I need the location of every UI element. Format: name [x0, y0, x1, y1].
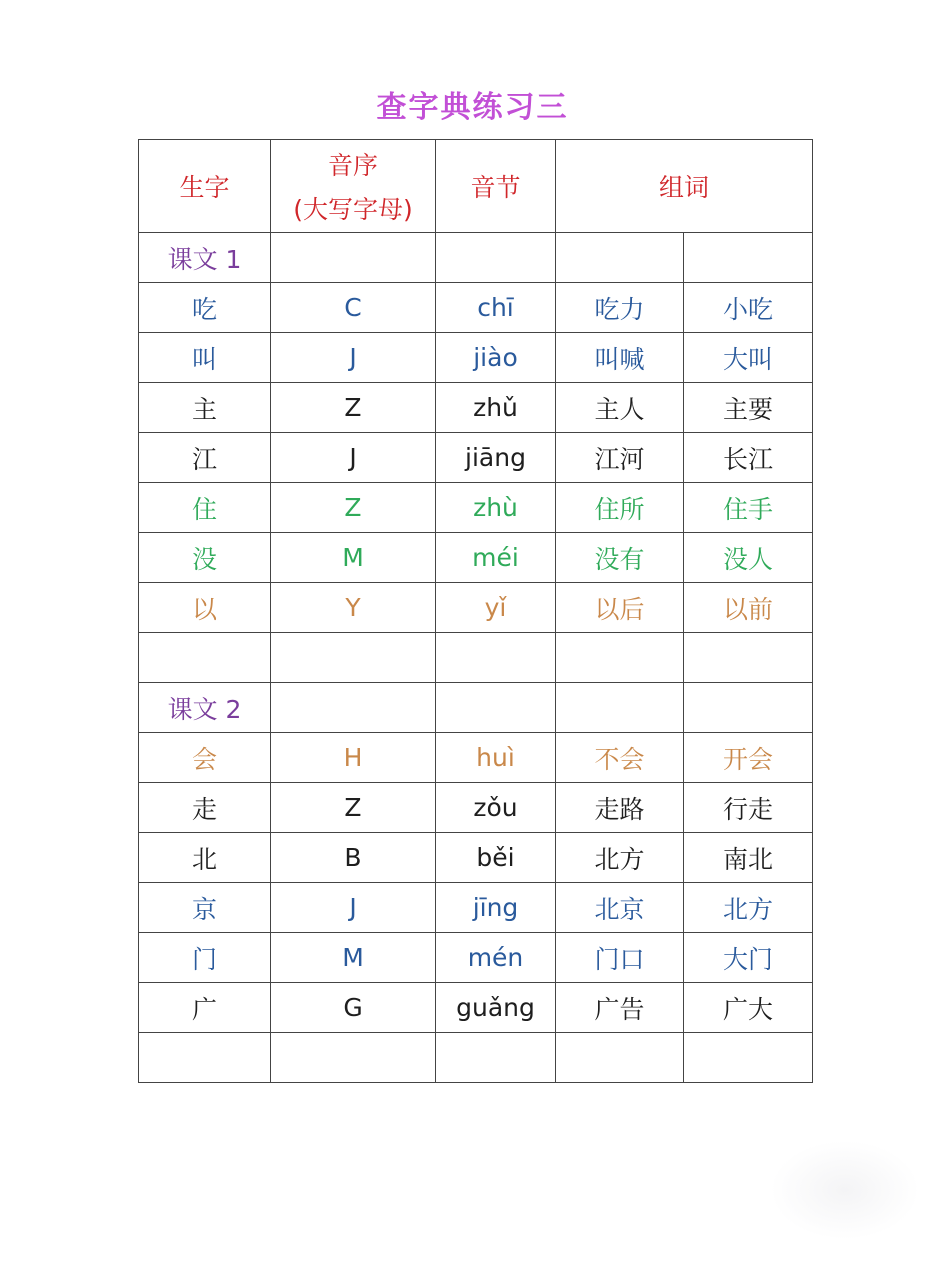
- cell-word1: 没有: [556, 533, 684, 583]
- dictionary-practice-table: [138, 139, 813, 1083]
- cell-char: 京: [139, 883, 271, 933]
- cell-word2: 小吃: [684, 283, 813, 333]
- cell-word2: 主要: [684, 383, 813, 433]
- cell-word2: 没人: [684, 533, 813, 583]
- cell-letter: Y: [271, 583, 436, 633]
- cell-letter: M: [271, 933, 436, 983]
- header-order-label: 音序: [327, 151, 378, 180]
- cell-pinyin: yǐ: [436, 583, 556, 633]
- table-row: [139, 283, 813, 333]
- header-row: [139, 140, 813, 233]
- header-syllable: [436, 140, 556, 233]
- watermark-smudge: [770, 1140, 920, 1240]
- cell-word1: 北京: [556, 883, 684, 933]
- cell-char: 以: [139, 583, 271, 633]
- empty-cell: [684, 1033, 813, 1083]
- empty-cell: [436, 633, 556, 683]
- cell-word2: 以前: [684, 583, 813, 633]
- cell-word2: 行走: [684, 783, 813, 833]
- cell-pinyin: chī: [436, 283, 556, 333]
- cell-letter: H: [271, 733, 436, 783]
- section-row: [139, 233, 813, 283]
- empty-cell: [271, 633, 436, 683]
- header-char-label: 生字: [179, 173, 230, 202]
- cell-word2: 广大: [684, 983, 813, 1033]
- cell-letter: Z: [271, 383, 436, 433]
- cell-char: 门: [139, 933, 271, 983]
- cell-pinyin: huì: [436, 733, 556, 783]
- cell-word1: 主人: [556, 383, 684, 433]
- cell-char: 主: [139, 383, 271, 433]
- table-row: [139, 583, 813, 633]
- cell-char: 住: [139, 483, 271, 533]
- cell-word2: 南北: [684, 833, 813, 883]
- header-words: [556, 140, 813, 233]
- table-row: [139, 883, 813, 933]
- cell-pinyin: zǒu: [436, 783, 556, 833]
- cell-letter: G: [271, 983, 436, 1033]
- cell-word2: 大叫: [684, 333, 813, 383]
- cell-letter: J: [271, 433, 436, 483]
- table-row: [139, 533, 813, 583]
- cell-pinyin: mén: [436, 933, 556, 983]
- empty-cell: [556, 233, 684, 283]
- empty-cell: [556, 683, 684, 733]
- table-row: [139, 483, 813, 533]
- cell-letter: C: [271, 283, 436, 333]
- cell-char: 叫: [139, 333, 271, 383]
- header-syllable-label: 音节: [470, 173, 521, 202]
- empty-cell: [139, 633, 271, 683]
- cell-pinyin: zhǔ: [436, 383, 556, 433]
- cell-word1: 走路: [556, 783, 684, 833]
- header-char: [139, 140, 271, 233]
- cell-word1: 不会: [556, 733, 684, 783]
- empty-cell: [436, 233, 556, 283]
- cell-letter: M: [271, 533, 436, 583]
- cell-char: 广: [139, 983, 271, 1033]
- cell-char: 走: [139, 783, 271, 833]
- cell-word2: 大门: [684, 933, 813, 983]
- cell-char: 会: [139, 733, 271, 783]
- cell-letter: B: [271, 833, 436, 883]
- cell-char: 江: [139, 433, 271, 483]
- cell-char: 吃: [139, 283, 271, 333]
- table-row: [139, 783, 813, 833]
- cell-word2: 北方: [684, 883, 813, 933]
- cell-word1: 江河: [556, 433, 684, 483]
- empty-cell: [271, 683, 436, 733]
- empty-cell: [556, 633, 684, 683]
- cell-pinyin: běi: [436, 833, 556, 883]
- page-title: 查字典练习三: [376, 90, 569, 125]
- empty-row: [139, 1033, 813, 1083]
- cell-word2: 长江: [684, 433, 813, 483]
- empty-cell: [436, 1033, 556, 1083]
- cell-word2: 住手: [684, 483, 813, 533]
- cell-pinyin: méi: [436, 533, 556, 583]
- empty-cell: [271, 1033, 436, 1083]
- table-row: [139, 383, 813, 433]
- cell-pinyin: jiào: [436, 333, 556, 383]
- section-label: 课文 2: [139, 683, 271, 733]
- cell-char: 北: [139, 833, 271, 883]
- cell-word1: 吃力: [556, 283, 684, 333]
- empty-cell: [684, 633, 813, 683]
- table-row: [139, 333, 813, 383]
- table-row: [139, 733, 813, 783]
- empty-cell: [684, 233, 813, 283]
- cell-letter: Z: [271, 783, 436, 833]
- table-row: [139, 433, 813, 483]
- cell-char: 没: [139, 533, 271, 583]
- table-row: [139, 933, 813, 983]
- header-words-label: 组词: [659, 173, 710, 202]
- empty-cell: [684, 683, 813, 733]
- cell-pinyin: jiāng: [436, 433, 556, 483]
- cell-pinyin: jīng: [436, 883, 556, 933]
- empty-cell: [271, 233, 436, 283]
- empty-row: [139, 633, 813, 683]
- cell-pinyin: guǎng: [436, 983, 556, 1033]
- section-row: [139, 683, 813, 733]
- header-order: [271, 140, 436, 233]
- cell-pinyin: zhù: [436, 483, 556, 533]
- cell-word2: 开会: [684, 733, 813, 783]
- header-order-sublabel: (大写字母): [293, 195, 413, 224]
- table-row: [139, 983, 813, 1033]
- empty-cell: [139, 1033, 271, 1083]
- section-label: 课文 1: [139, 233, 271, 283]
- cell-letter: J: [271, 883, 436, 933]
- cell-word1: 门口: [556, 933, 684, 983]
- cell-letter: J: [271, 333, 436, 383]
- cell-word1: 住所: [556, 483, 684, 533]
- cell-word1: 叫喊: [556, 333, 684, 383]
- cell-word1: 以后: [556, 583, 684, 633]
- table-row: [139, 833, 813, 883]
- empty-cell: [556, 1033, 684, 1083]
- cell-word1: 广告: [556, 983, 684, 1033]
- cell-word1: 北方: [556, 833, 684, 883]
- cell-letter: Z: [271, 483, 436, 533]
- empty-cell: [436, 683, 556, 733]
